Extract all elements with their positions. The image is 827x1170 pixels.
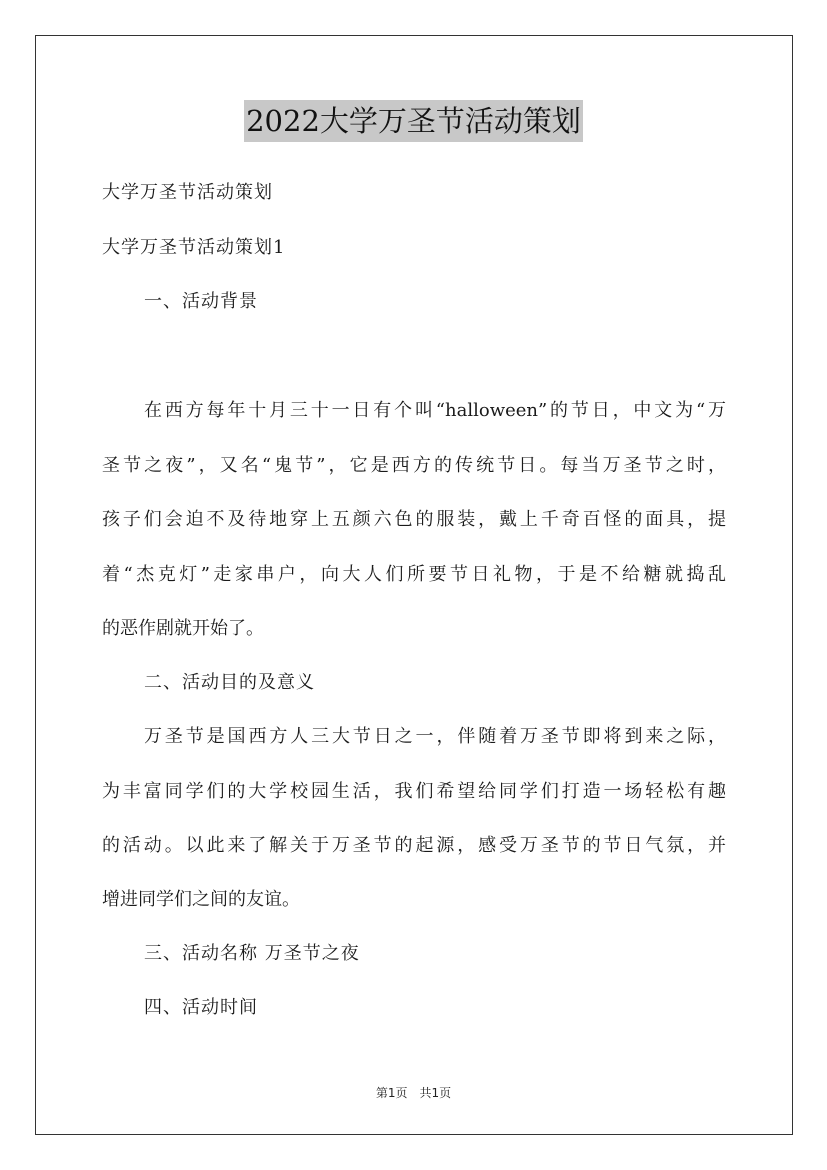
paragraph-line: 的恶作剧就开始了。 [102,618,264,639]
heading-purpose: 二、活动目的及意义 [144,672,315,693]
document-title-text: 2022大学万圣节活动策划 [244,100,583,142]
paragraph-line: 增进同学们之间的友谊。 [102,889,300,910]
page-footer: 第1页 共1页 [375,1086,452,1100]
document-subtitle: 大学万圣节活动策划 [102,182,273,203]
paragraph-line: 孩子们会迫不及待地穿上五颜六色的服装，戴上千奇百怪的面具，提 [102,509,726,530]
paragraph-line: 万圣节是国西方人三大节日之一，伴随着万圣节即将到来之际， [144,726,726,747]
section-title: 大学万圣节活动策划1 [102,237,286,258]
heading-event-name: 三、活动名称 万圣节之夜 [144,943,360,964]
paragraph-line: 圣节之夜”，又名“鬼节”，它是西方的传统节日。每当万圣节之时， [102,455,726,476]
paragraph-line: 着“杰克灯”走家串户，向大人们所要节日礼物，于是不给糖就捣乱 [102,564,726,585]
heading-event-time: 四、活动时间 [144,997,258,1018]
paragraph-line: 为丰富同学们的大学校园生活，我们希望给同学们打造一场轻松有趣 [102,781,726,802]
paragraph-line: 的活动。以此来了解关于万圣节的起源，感受万圣节的节日气氛，并 [102,835,726,856]
paragraph-line: 在西方每年十月三十一日有个叫“halloween”的节日，中文为“万 [144,400,726,421]
document-title [0,100,827,142]
heading-background: 一、活动背景 [144,291,258,312]
